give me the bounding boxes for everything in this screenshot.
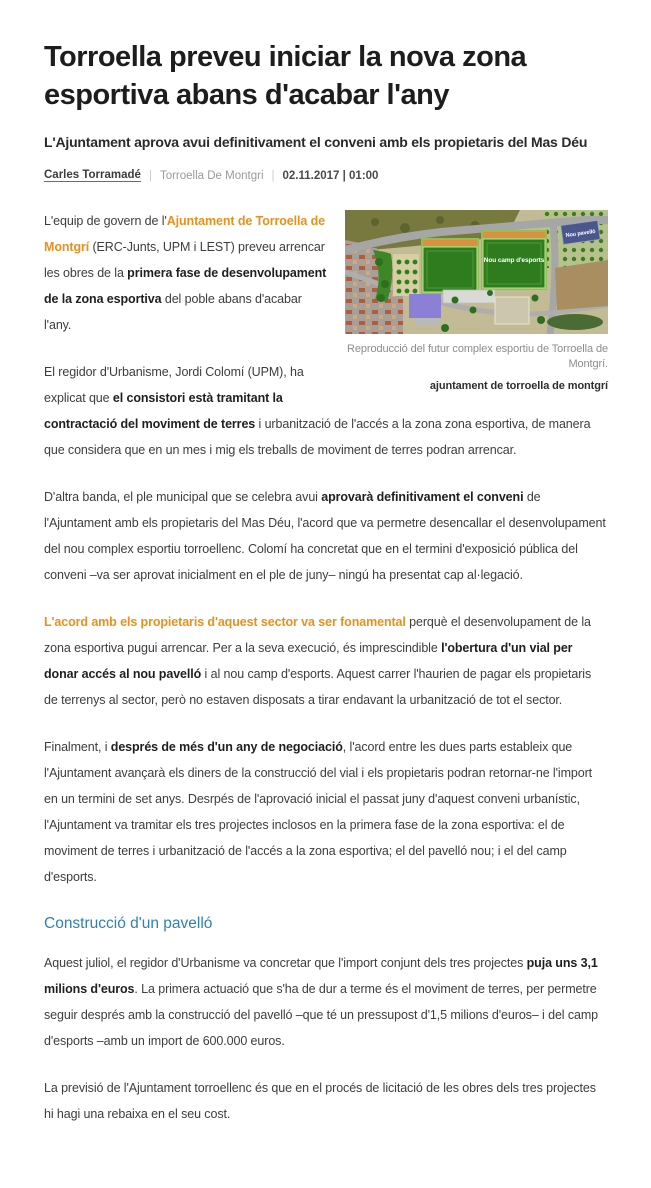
paragraph-4 (44, 609, 608, 713)
byline-datetime: 02.11.2017 | 01:00 (282, 169, 379, 182)
byline (44, 169, 608, 182)
text-segment: . La primera actuació que s'ha de dur a terme és el moviment de terres, per permetre seguir després amb la construcció del pavelló –que té un pressupost d'1,5 milions d'euros– i del camp d'esports –amb un import de 600.000 euros. (44, 982, 599, 1048)
image-caption: Reproducció del futur complex esportiu de Torroella de Montgrí. (347, 343, 608, 370)
bold-segment: primera fase de desenvolupament de la zona esportiva (44, 266, 327, 306)
link-ajuntament[interactable]: Ajuntament de Torroella de Montgrí (44, 214, 326, 254)
section-heading: Construcció d'un pavelló (44, 915, 213, 932)
text-segment: (ERC-Junts, UPM i LEST) preveu arrencar les obres de la (44, 240, 325, 280)
paragraph-6 (44, 950, 608, 1054)
article-subtitle: L'Ajuntament aprova avui definitivament el conveni amb els propietaris del Mas Déu (44, 134, 588, 150)
map-label-pavilion: Nou pavelló (565, 228, 596, 239)
map-trees-bottomright (547, 314, 603, 330)
paragraph-3 (44, 484, 608, 588)
article-figure (345, 210, 608, 393)
map-court (495, 297, 529, 324)
text-segment: perquè el desenvolupament de la zona esportiva pugui arrencar. Per a la seva execució, és imprescindible (44, 615, 591, 655)
article-image (345, 210, 608, 334)
text-segment: El regidor d'Urbanisme, Jordi Colomí (UPM), ha explicat que (44, 365, 304, 405)
bold-segment: el consistori està tramitant la contractació del moviment de terres (44, 391, 283, 431)
text-segment: D'altra banda, el ple municipal que se celebra avui (44, 490, 322, 504)
bold-segment: puja uns 3,1 milions d'euros (44, 956, 598, 996)
map-field-left-strip (423, 240, 477, 246)
map-label-field: Nou camp d'esports (483, 257, 545, 264)
text-segment: del poble abans d'acabar l'any. (44, 292, 302, 332)
bold-segment: després de més d'un any de negociació (110, 740, 343, 754)
text-segment: i urbanització de l'accés a la zona zona esportiva, de manera que considera que en un mes i mig els treballs de moviment de terres podran arrencar. (44, 417, 591, 457)
figure-caption-block (345, 342, 608, 393)
map-field-left (423, 247, 477, 292)
bold-segment: aprovarà definitivament el conveni (321, 490, 524, 504)
image-credit: ajuntament de torroella de montgrí (429, 380, 608, 392)
text-segment: , l'acord entre les dues parts estableix que l'Ajuntament avançarà els diners de la construcció del vial i els propietaris podran retornar-ne l'import en un termini de set anys. Desrpés de l'aprovació inicial el passat juny d'aquest conveni urbanístic, l'Ajuntament va tramitar els tres projectes inclosos en la primera fase de la zona esportiva: el de moviment de terres i urbanització de l'accés a la zona esportiva; el del pavelló nou; i el del camp d'esports. (44, 740, 593, 884)
paragraph-5 (44, 734, 608, 890)
link-acord-propietaris[interactable]: L'acord amb els propietaris d'aquest sector va ser fonamental (44, 615, 406, 629)
text-segment: de l'Ajuntament amb els propietaris del Mas Déu, l'acord que va permetre desencallar el desenvolupament del nou complex esportiu torroellenc. Colomí ha concretat que en el termini d'exposició pública del conveni –va ser aprovat inicialment en el ple de juny– ningú ha presentat cap al·legació. (44, 490, 606, 582)
text-segment: La previsió de l'Ajuntament torroellenc és que en el procés de licitació de les obres dels tres projectes hi hagi una rebaixa en el seu cost. (44, 1081, 596, 1121)
byline-location: Torroella De Montgri (159, 169, 264, 182)
map-field-right-strip (483, 232, 545, 238)
page-title: Torroella preveu iniciar la nova zona esportiva abans d'acabar l'any (44, 41, 527, 111)
map-brown-field (555, 260, 608, 310)
author-link[interactable]: Carles Torramadé (44, 169, 141, 181)
byline-separator: | (271, 169, 275, 182)
paragraph-7 (44, 1075, 608, 1127)
byline-separator: | (148, 169, 152, 182)
bold-segment: l'obertura d'un vial per donar accés al nou pavelló (44, 641, 573, 681)
text-segment: Finalment, i (44, 740, 111, 754)
news-article (44, 38, 608, 1127)
sports-complex-map (345, 210, 608, 334)
text-segment: Aquest juliol, el regidor d'Urbanisme va concretar que l'import conjunt dels tres projectes (44, 956, 527, 970)
map-purple-building (409, 294, 441, 318)
text-segment: i al nou camp d'esports. Aquest carrer l'haurien de pagar els propietaris de terrenys al sector, però no estaven disposats a tirar endavant la urbanització de tot el sector. (44, 667, 592, 707)
text-segment: L'equip de govern de l' (44, 214, 167, 228)
article-body (44, 208, 608, 1127)
